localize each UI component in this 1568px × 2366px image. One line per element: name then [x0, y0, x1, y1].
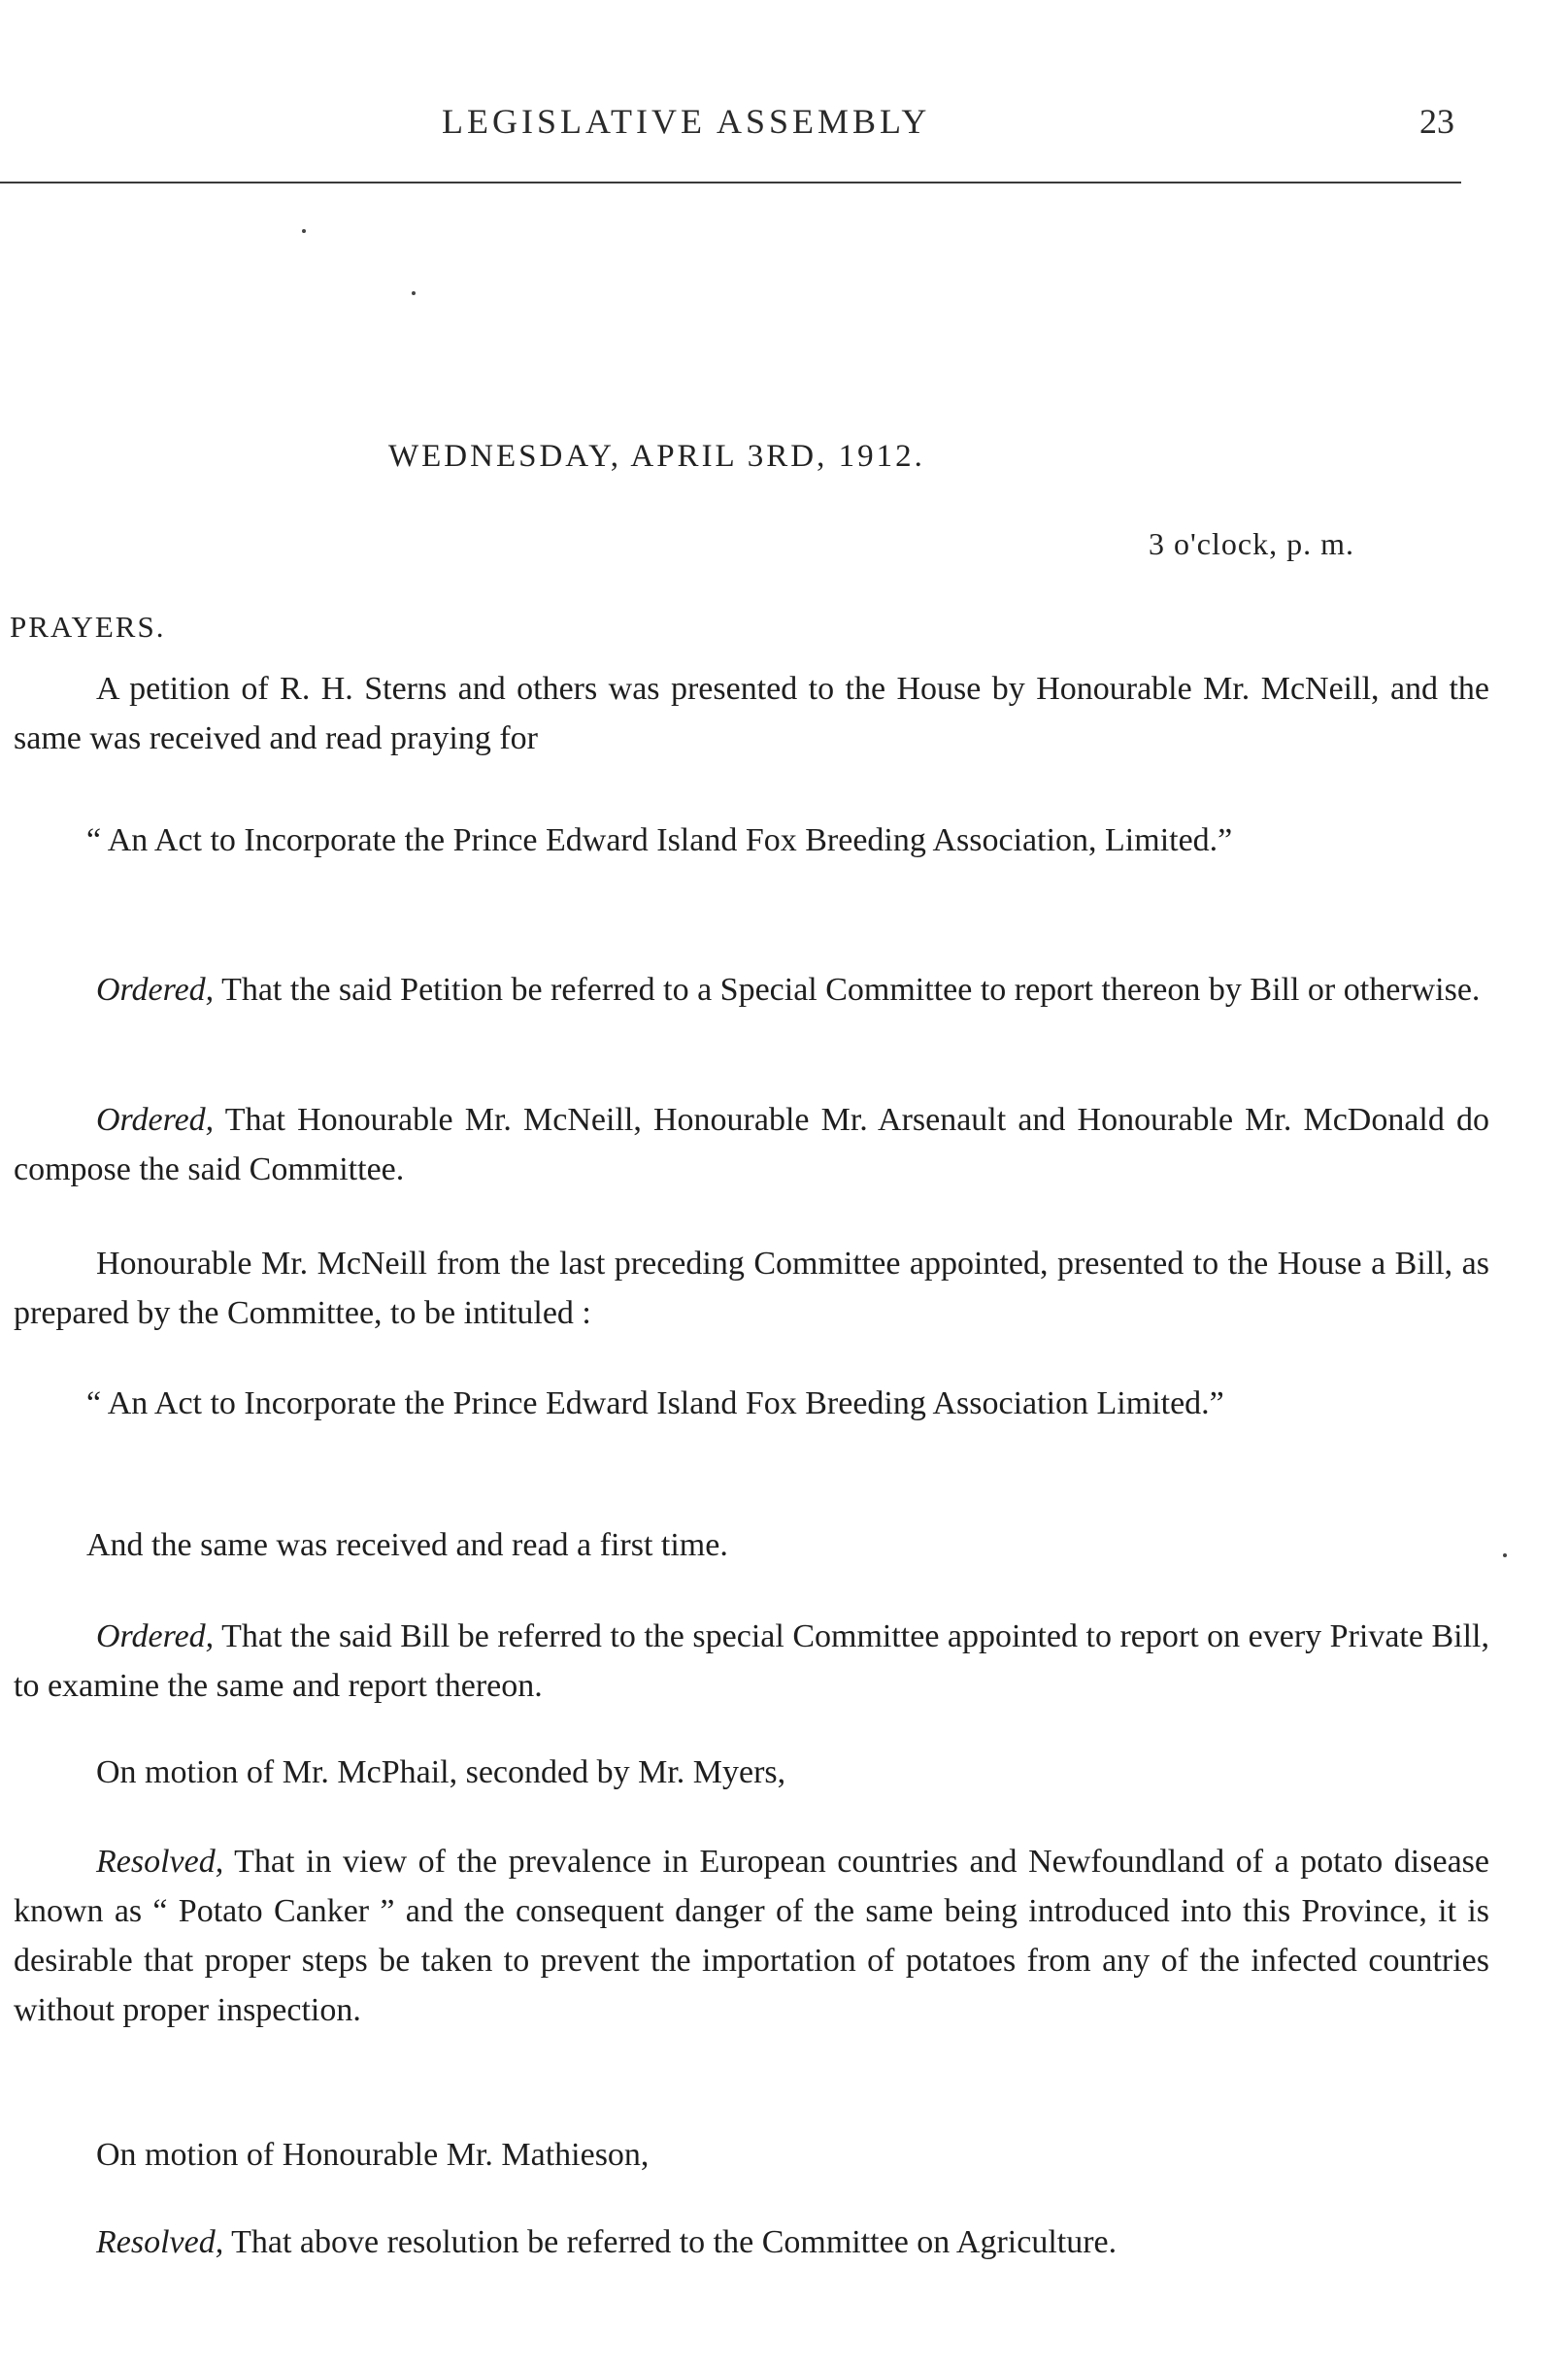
- paragraph-text: That above resolution be referred to the Committee on Agriculture.: [223, 2224, 1118, 2260]
- ordered-paragraph: [14, 965, 1489, 1015]
- committee-report-paragraph: [14, 1239, 1489, 1338]
- header-rule: [0, 182, 1461, 183]
- session-date: WEDNESDAY, APRIL 3RD, 1912.: [388, 439, 925, 474]
- paragraph-text: That in view of the prevalence in European countries and Newfoundland of a potato disease known as “ Potato Canker ” and the consequent danger of the same being introduced into this Province, it is desirable that proper steps be taken to prevent the importation of potatoes from any of the infected countries without proper inspection.: [14, 1844, 1489, 2028]
- print-speck: [1503, 1553, 1507, 1557]
- page-number: 23: [1419, 102, 1454, 141]
- paragraph-text: On motion of Honourable Mr. Mathieson,: [96, 2137, 650, 2173]
- ordered-lead: Ordered,: [96, 1618, 215, 1654]
- resolved-paragraph: [14, 1837, 1489, 2035]
- ordered-lead: Ordered,: [96, 972, 215, 1008]
- bill-title-quote: [14, 816, 1489, 865]
- paragraph-text: That the said Bill be referred to the special Committee appointed to report on every Private Bill, to examine the same and report thereon.: [14, 1618, 1489, 1704]
- ordered-paragraph: [14, 1095, 1489, 1194]
- prayers-heading: PRAYERS.: [10, 610, 166, 644]
- print-speck: [302, 229, 306, 233]
- paragraph-text: “ An Act to Incorporate the Prince Edward Island Fox Breeding Association Limited.”: [86, 1385, 1224, 1421]
- resolved-lead: Resolved,: [96, 1844, 224, 1880]
- resolved-lead: Resolved,: [96, 2224, 224, 2260]
- motion-paragraph: [14, 1748, 1489, 1797]
- ordered-lead: Ordered,: [96, 1102, 215, 1138]
- paragraph-text: That Honourable Mr. McNeill, Honourable Mr. Arsenault and Honourable Mr. McDonald do compose the said Committee.: [14, 1102, 1489, 1187]
- paragraph-text: That the said Petition be referred to a Special Committee to report thereon by Bill or otherwise.: [214, 972, 1481, 1008]
- paragraph-text: Honourable Mr. McNeill from the last preceding Committee appointed, presented to the House a Bill, as prepared by the Committee, to be intituled :: [14, 1246, 1489, 1331]
- running-head: [0, 101, 1568, 150]
- running-title: LEGISLATIVE ASSEMBLY: [442, 102, 931, 141]
- resolved-paragraph: [14, 2217, 1489, 2267]
- print-speck: [412, 291, 416, 295]
- first-reading-paragraph: [14, 1520, 1489, 1570]
- paragraph-text: A petition of R. H. Sterns and others was presented to the House by Honourable Mr. McNeill, and the same was received and read praying for: [14, 671, 1489, 756]
- motion-paragraph: [14, 2130, 1489, 2180]
- paragraph-text: And the same was received and read a first time.: [86, 1527, 728, 1563]
- paragraph-text: “ An Act to Incorporate the Prince Edward Island Fox Breeding Association, Limited.”: [86, 822, 1233, 858]
- petition-paragraph: [14, 664, 1489, 763]
- paragraph-text: On motion of Mr. McPhail, seconded by Mr. Myers,: [96, 1754, 786, 1790]
- session-time: 3 o'clock, p. m.: [1149, 526, 1354, 561]
- bill-title-quote: [14, 1379, 1489, 1428]
- ordered-paragraph: [14, 1612, 1489, 1711]
